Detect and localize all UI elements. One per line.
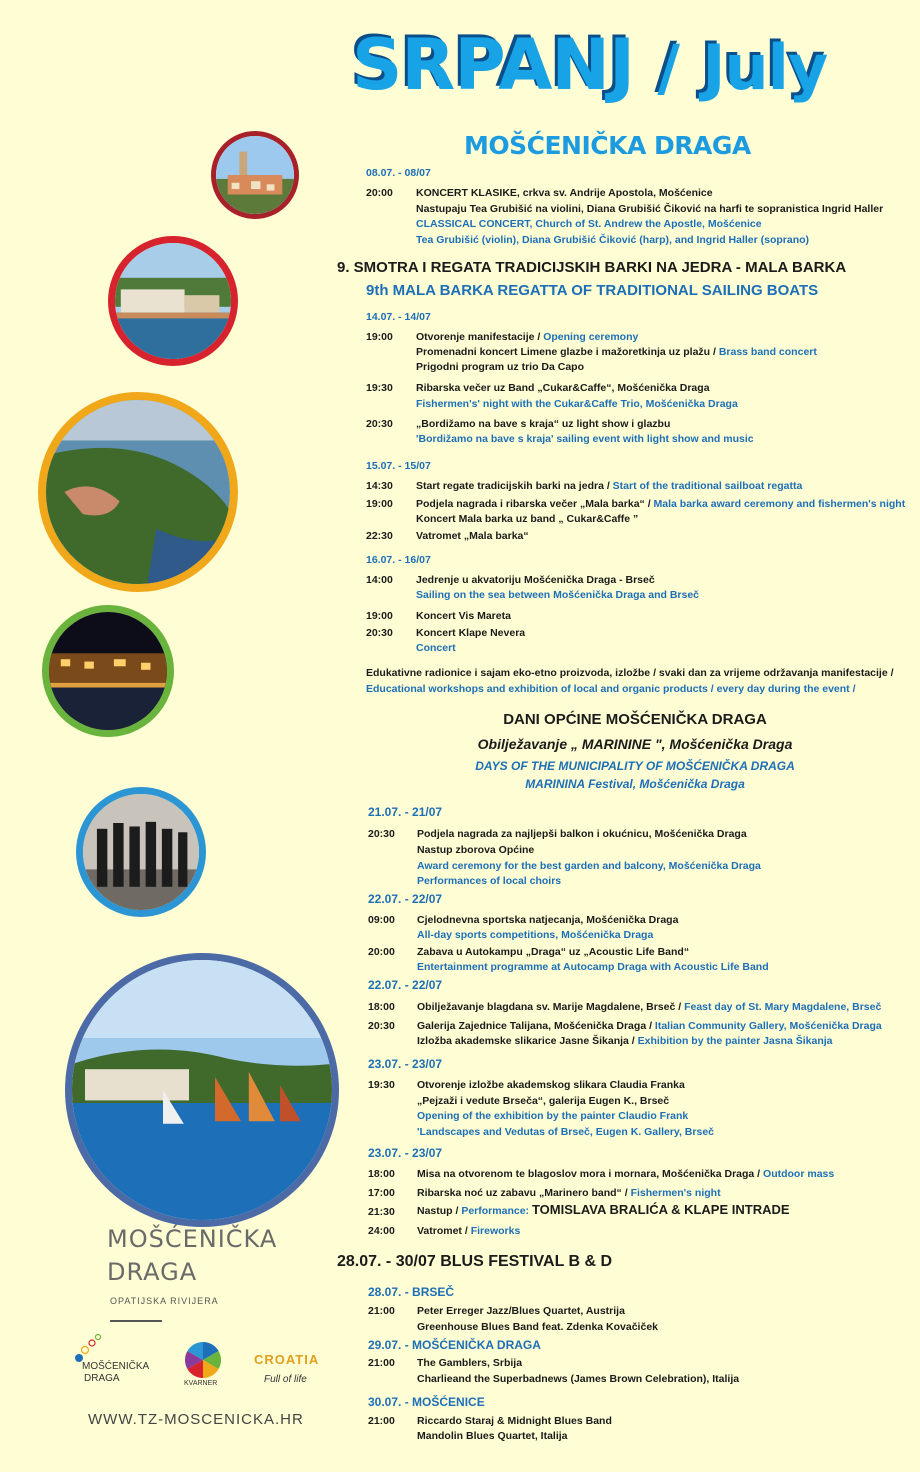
regatta-day2-date: 15.07. - 15/07: [366, 460, 431, 472]
regatta-day1-time-2: 19:30: [366, 382, 393, 394]
croatia-logo-word: CROATIA: [254, 1352, 320, 1367]
brand-divider: [110, 1320, 162, 1322]
blues-b3-line-2: Mandolin Blues Quartet, Italija: [417, 1430, 568, 1442]
blues-b3-time: 21:00: [368, 1415, 395, 1427]
days-b4-time: 19:30: [368, 1079, 395, 1091]
days-subtitle-en: MARININA Festival, Mošćenička Draga: [525, 777, 745, 791]
title-english: July: [702, 31, 828, 104]
regatta-day2-time-3: 22:30: [366, 530, 393, 542]
regatta-title-en: 9th MALA BARKA REGATTA OF TRADITIONAL SAILING BOATS: [366, 282, 819, 299]
regatta-day3-row-4: Koncert Klape Nevera: [416, 627, 526, 639]
days-title-en: DAYS OF THE MUNICIPALITY OF MOŠĆENIČKA DRAGA: [475, 759, 795, 773]
regatta-day3-time-3: 20:30: [366, 627, 393, 639]
days-b5-row-1: Misa na otvorenom te blagoslov mora i mornara, Mošćenička Draga / Outdoor mass: [417, 1168, 835, 1180]
logo1-line-1: MOŠĆENIČKA: [82, 1361, 150, 1372]
days-b5-row-2: Ribarska noć uz zabavu „Marinero band“ / Fishermen's night: [417, 1187, 721, 1199]
regatta-day1-row-1: Otvorenje manifestacije / Opening ceremony: [416, 331, 639, 343]
days-b5-time-2: 17:00: [368, 1187, 395, 1199]
blues-b1-line-2: Greenhouse Blues Band feat. Zdenka Kovačiček: [417, 1321, 658, 1333]
regatta-day1-time-1: 19:00: [366, 331, 393, 343]
days-b5-row-4: Vatromet / Fireworks: [417, 1225, 521, 1237]
days-b3-time-2: 20:30: [368, 1020, 395, 1032]
brand-name-line-1: MOŠĆENIČKA: [107, 1225, 278, 1253]
brand-region: OPATIJSKA RIVIJERA: [110, 1296, 219, 1306]
blues-b2-line-1: The Gamblers, Srbija: [417, 1357, 523, 1369]
regatta-day2-row-2: Podjela nagrada i ribarska večer „Mala barka“ / Mala barka award ceremony and fishermen's night: [416, 498, 906, 510]
regatta-title-hr: 9. SMOTRA I REGATA TRADICIJSKIH BARKI NA JEDRA - MALA BARKA: [337, 259, 847, 276]
blues-b1-date: 28.07. - BRSEČ: [368, 1285, 455, 1299]
days-b3-row-3: Izložba akademske slikarice Jasne Šikanja / Exhibition by the painter Jasna Šikanja: [417, 1035, 833, 1047]
regatta-day3-row-5: Concert: [416, 642, 456, 654]
days-b4-date: 23.07. - 23/07: [368, 1057, 443, 1071]
workshops-hr: Edukativne radionice i sajam eko-etno proizvoda, izložbe / svaki dan za vrijeme održavanja manifestacije /: [366, 667, 894, 679]
days-b2-row-3: Zabava u Autokampu „Draga“ uz „Acoustic Life Band“: [417, 946, 690, 958]
blues-b1-time: 21:00: [368, 1305, 395, 1317]
regatta-day2-row-4: Vatromet „Mala barka“: [416, 530, 529, 542]
page-subtitle: MOŠĆENIČKA DRAGA: [464, 131, 751, 160]
regatta-day1-time-3: 20:30: [366, 418, 393, 430]
days-b3-time-1: 18:00: [368, 1001, 395, 1013]
days-b5-time-4: 24:00: [368, 1225, 395, 1237]
days-b2-time-1: 09:00: [368, 914, 395, 926]
blues-b2-date: 29.07. - MOŠĆENIČKA DRAGA: [368, 1338, 541, 1352]
days-b5-date: 23.07. - 23/07: [368, 1146, 443, 1160]
regatta-day2-row-3: Koncert Mala barka uz band „ Cukar&Caffe ”: [416, 513, 639, 525]
regatta-day1-row-3: Prigodni program uz trio Da Capo: [416, 361, 585, 373]
kvarner-logo-icon: [185, 1342, 221, 1378]
title-separator: /: [657, 31, 680, 104]
photo-harbour-promenade: [108, 236, 238, 366]
days-subtitle-hr: Obilježavanje „ MARININE ", Mošćenička Draga: [477, 736, 793, 752]
classical-time: 20:00: [366, 187, 393, 199]
days-b4-row-4: 'Landscapes and Vedutas of Brseč, Eugen K. Gallery, Brseč: [417, 1126, 714, 1138]
regatta-day3-date: 16.07. - 16/07: [366, 554, 431, 566]
logo2-text: KVARNER: [184, 1380, 218, 1387]
days-b5-time-1: 18:00: [368, 1168, 395, 1180]
days-b4-row-1: Otvorenje izložbe akademskog slikara Claudia Franka: [417, 1079, 685, 1091]
classical-line-2: Nastupaju Tea Grubišić na violini, Diana Grubišić Čiković na harfi te sopranistica Ingrid Haller: [416, 203, 884, 215]
days-b2-row-2: All-day sports competitions, Mošćenička Draga: [417, 929, 654, 941]
classical-line-4: Tea Grubišić (violin), Diana Grubišić Čiković (harp), and Ingrid Haller (soprano): [416, 234, 810, 246]
page-title: [352, 24, 828, 106]
days-b2-row-1: Cjelodnevna sportska natjecanja, Mošćenička Draga: [417, 914, 679, 926]
blues-b1-line-1: Peter Erreger Jazz/Blues Quartet, Austrija: [417, 1305, 625, 1317]
days-b1-row-1: Podjela nagrada za najljepši balkon i okućnicu, Mošćenička Draga: [417, 828, 747, 840]
regatta-day1-row-4: Ribarska večer uz Band „Cukar&Caffe“, Mošćenička Draga: [416, 382, 710, 394]
classical-line-3: CLASSICAL CONCERT, Church of St. Andrew the Apostle, Mošćenice: [416, 218, 762, 230]
photo-sailboats: [65, 953, 339, 1227]
days-b2-time-2: 20:00: [368, 946, 395, 958]
days-b2-date: 22.07. - 22/07: [368, 892, 443, 906]
photo-aerial-village: [38, 392, 238, 592]
regatta-day3-row-1: Jedrenje u akvatoriju Mošćenička Draga - Brseč: [416, 574, 655, 586]
photo-town-tower: [211, 131, 299, 219]
croatia-logo-tag: Full of life: [264, 1374, 307, 1385]
regatta-day1-row-7: 'Bordižamo na bave s kraja' sailing event with light show and music: [416, 433, 754, 445]
classical-line-1: KONCERT KLASIKE, crkva sv. Andrije Apostola, Mošćenice: [416, 187, 713, 199]
days-b1-row-2: Nastup zborova Općine: [417, 844, 535, 856]
days-b5-row-3: Nastup / Performance: TOMISLAVA BRALIĆA & KLAPE INTRADE: [417, 1202, 790, 1217]
regatta-day1-row-2: Promenadni koncert Limene glazbe i mažoretkinja uz plažu / Brass band concert: [416, 346, 817, 358]
regatta-day2-row-1: Start regate tradicijskih barki na jedra / Start of the traditional sailboat regatta: [416, 480, 803, 492]
days-b1-row-4: Performances of local choirs: [417, 875, 562, 887]
logo1-line-2: DRAGA: [84, 1373, 120, 1384]
regatta-day3-time-2: 19:00: [366, 610, 393, 622]
regatta-day2-time-1: 14:30: [366, 480, 393, 492]
days-b2-row-4: Entertainment programme at Autocamp Draga with Acoustic Life Band: [417, 961, 769, 973]
days-b1-date: 21.07. - 21/07: [368, 805, 443, 819]
blues-b3-line-1: Riccardo Staraj & Midnight Blues Band: [417, 1415, 612, 1427]
blues-b2-time: 21:00: [368, 1357, 395, 1369]
days-b3-row-2: Galerija Zajednice Talijana, Mošćenička Draga / Italian Community Gallery, Mošćenička Draga: [417, 1020, 882, 1032]
classical-date: 08.07. - 08/07: [366, 167, 431, 179]
regatta-day3-row-3: Koncert Vis Mareta: [416, 610, 511, 622]
days-title-hr: DANI OPĆINE MOŠĆENIČKA DRAGA: [503, 711, 767, 728]
days-b1-row-3: Award ceremony for the best garden and balcony, Mošćenička Draga: [417, 860, 761, 872]
days-b4-row-2: „Pejzaži i vedute Brseča“, galerija Eugen K., Brseč: [417, 1095, 670, 1107]
blues-b2-line-2: Charlieand the Superbadnews (James Brown Celebration), Italija: [417, 1373, 740, 1385]
blues-b3-date: 30.07. - MOŠĆENICE: [368, 1395, 485, 1409]
brand-name-line-2: DRAGA: [107, 1258, 198, 1286]
regatta-day1-row-6: „Bordižamo na bave s kraja“ uz light show i glazbu: [416, 418, 671, 430]
moscenicka-logo-icon: [74, 1332, 104, 1362]
regatta-day1-row-5: Fishermen's' night with the Cukar&Caffe Trio, Mošćenička Draga: [416, 398, 738, 410]
title-main: SRPANJ: [352, 24, 634, 106]
regatta-day2-time-2: 19:00: [366, 498, 393, 510]
days-b4-row-3: Opening of the exhibition by the painter Claudio Frank: [417, 1110, 689, 1122]
days-b3-row-1: Obilježavanje blagdana sv. Marije Magdalene, Brseč / Feast day of St. Mary Magdalene, Brseč: [417, 1001, 882, 1013]
days-b5-time-3: 21:30: [368, 1206, 395, 1218]
website-link[interactable]: WWW.TZ-MOSCENICKA.HR: [88, 1411, 304, 1428]
photo-singing-group: [76, 787, 206, 917]
regatta-day3-row-2: Sailing on the sea between Mošćenička Draga and Brseč: [416, 589, 700, 601]
blues-title: 28.07. - 30/07 BLUS FESTIVAL B & D: [337, 1253, 613, 1270]
days-b1-time: 20:30: [368, 828, 395, 840]
workshops-en: Educational workshops and exhibition of local and organic products / every day during the event /: [366, 683, 856, 695]
regatta-day1-date: 14.07. - 14/07: [366, 311, 431, 323]
photo-night-waterfront: [42, 605, 174, 737]
days-b3-date: 22.07. - 22/07: [368, 978, 443, 992]
regatta-day3-time-1: 14:00: [366, 574, 393, 586]
